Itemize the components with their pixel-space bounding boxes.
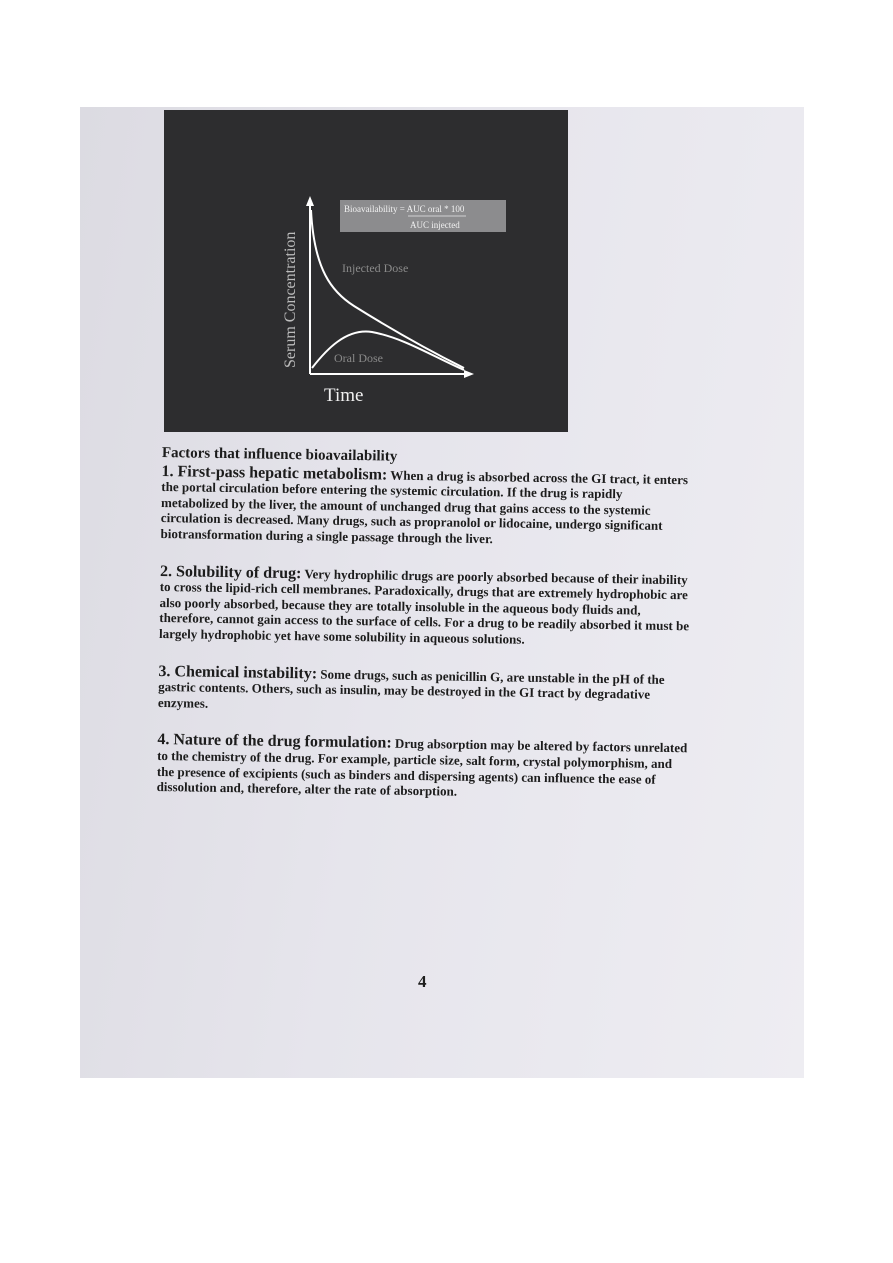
x-axis-label: Time [324,385,364,406]
oral-dose-label: Oral Dose [334,351,383,365]
factor-body-2: Very hydrophilic drugs are poorly absorbed because of their inability to cross the lipid-rich cell membranes. Paradoxically, drugs that are extremely hydrophobic are also poorly absorbed, because they are totally insoluble in the aqueous body fluids and, therefore, cannot gain access to the surface of cells. For a drug to be readily absorbed it must be largely hydrophobic yet have some solubility in aqueous solutions. [158,565,690,647]
factor-title-3: 3. Chemical instability: [158,662,318,682]
factor-body-3: Some drugs, such as penicillin G, are unstable in the pH of the gastric contents. Others, such as insulin, may be destroyed in the GI tract by degradative enzymes. [157,666,665,711]
x-axis-arrow [464,370,474,378]
bioavailability-figure [164,110,568,432]
formula-line-1: Bioavailability = AUC oral * 100 [344,204,465,214]
factor-paragraph-2 [159,564,690,650]
factor-body-1: When a drug is absorbed across the GI tract, it enters the portal circulation before entering the systemic circulation. If the drug is rapidly metabolized by the liver, the amount of unchanged drug that gains access to the systemic circulation is decreased. Many drugs, such as propranolol or lidocaine, undergo significant biotransformation during a single passage through the liver. [160,467,689,547]
factor-paragraph-4 [157,732,688,803]
factor-paragraph-1 [160,464,691,550]
y-axis-label: Serum Concentration [282,231,299,368]
injected-dose-label: Injected Dose [342,261,409,275]
section-heading: Factors that influence bioavailability [161,445,398,465]
factor-title-1: 1. First-pass hepatic metabolism: [161,462,388,484]
page-number: 4 [418,972,427,991]
factor-paragraph-3 [158,664,689,719]
factor-title-2: 2. Solubility of drug: [159,562,302,582]
factor-title-4: 4. Nature of the drug formulation: [157,731,392,752]
formula-line-2: AUC injected [410,220,460,230]
factor-body-4: Drug absorption may be altered by factors unrelated to the chemistry of the drug. For example, particle size, salt form, crystal polymorphism, and the presence of excipients (such as binders and dispersing agents) can influence the ease of dissolution and, therefore, alter the rate of absorption. [156,736,688,799]
y-axis-arrow [306,196,314,206]
concentration-time-graph [164,110,568,432]
body-text [156,446,692,825]
